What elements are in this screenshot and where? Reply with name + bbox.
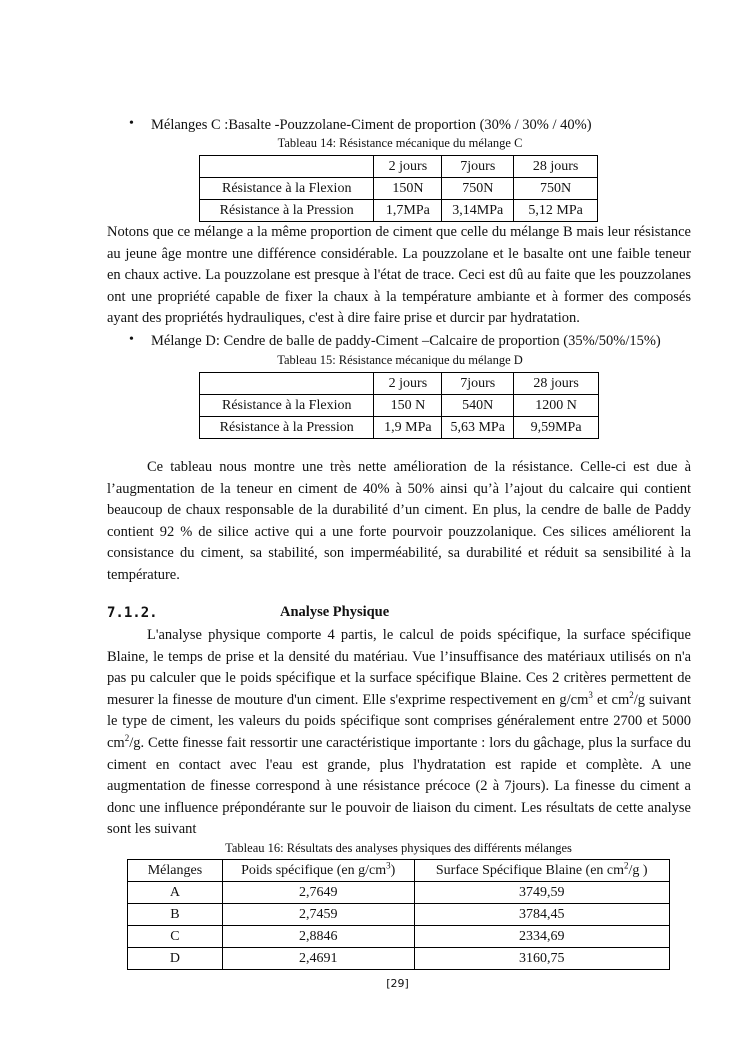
text-run: /g suivant le type de ciment, les valeurs du poids spécifique sont comprises généralement entre 2700 et 5000 cm bbox=[107, 691, 692, 751]
table-row bbox=[200, 373, 599, 395]
table-cell: 150 N bbox=[374, 395, 442, 417]
table-row bbox=[128, 904, 670, 926]
section-number: 7.1.2. bbox=[107, 605, 158, 621]
table-cell: 3,14MPa bbox=[442, 200, 514, 222]
table-cell: 1,7MPa bbox=[374, 200, 442, 222]
text-run: L'analyse physique comporte 4 partis, le calcul de poids spécifique, la surface spécifique Blaine, le temps de prise et la densité du matériau. Vue l’insuffisance des matériaux utilisés on n'a pas pu calculer que le poids spécifique et la surface spécifique Blaine. Ces 2 critères permettent de mesurer la finesse de mouture d'un ciment. Elle s'exprime respectivement en g/cm bbox=[107, 627, 691, 708]
superscript: 2 bbox=[629, 689, 634, 700]
table-cell bbox=[200, 373, 374, 395]
text-run: /g ) bbox=[628, 863, 648, 878]
table-header: 28 jours bbox=[514, 373, 599, 395]
text-run: /g. Cette finesse fait ressortir une caractéristique importante : lors du gâchage, plus la surface du ciment en contact avec l'eau est grande, plus l'hydratation est rapide et complète. A une augmentation de finesse correspond à une résistance précoce (2 à 7jours). La finesse du ciment a donc une influence prépondérante sur le pouvoir de liaison du ciment. Les résultats de cette analyse sont les suivant bbox=[107, 734, 691, 838]
bullet-melange-c: Mélanges C :Basalte -Pouzzolane-Ciment de proportion (30% / 30% / 40%) bbox=[151, 117, 592, 133]
table16-caption: Tableau 16: Résultats des analyses physiques des différents mélanges bbox=[225, 841, 572, 855]
table-cell: 1,9 MPa bbox=[374, 417, 442, 439]
table-row bbox=[200, 200, 598, 222]
table15-caption: Tableau 15: Résistance mécanique du mélange D bbox=[277, 353, 523, 367]
table-cell: 750N bbox=[442, 178, 514, 200]
table-row bbox=[200, 395, 599, 417]
table14-caption: Tableau 14: Résistance mécanique du mélange C bbox=[277, 136, 523, 150]
bullet-icon: • bbox=[129, 116, 134, 131]
table-cell: 3784,45 bbox=[414, 904, 669, 926]
paragraph-text: Ce tableau nous montre une très nette amélioration de la résistance. Celle-ci est due à l’augmentation de la teneur en ciment de 40% à 50% ainsi qu’à l’ajout du calcaire qui contient beaucoup de chaux responsable de la durabilité d’un ciment. En plus, la cendre de balle de Paddy contient 92 % de silice active qui a une forte pourvoir pouzzolanique. Ces silices améliorent la consistance du ciment, sa stabilité, son imperméabilité, sa durabilité et réduit sa sensibilité à la température. bbox=[107, 459, 691, 583]
table-cell: 5,12 MPa bbox=[514, 200, 598, 222]
table-cell: 2334,69 bbox=[414, 926, 669, 948]
table-row bbox=[128, 926, 670, 948]
table14 bbox=[199, 155, 598, 222]
table-cell: 2,8846 bbox=[222, 926, 414, 948]
page-number: [29] bbox=[386, 977, 409, 990]
table-row bbox=[128, 948, 670, 970]
text-run: Surface Spécifique Blaine (en cm bbox=[435, 863, 625, 878]
table-cell: 5,63 MPa bbox=[442, 417, 514, 439]
table-row bbox=[128, 882, 670, 904]
table-cell: B bbox=[128, 904, 223, 926]
table-cell: 150N bbox=[374, 178, 442, 200]
table-cell: 9,59MPa bbox=[514, 417, 599, 439]
row-label: Résistance à la Flexion bbox=[200, 395, 374, 417]
bullet-melange-d: Mélange D: Cendre de balle de paddy-Ciment –Calcaire de proportion (35%/50%/15%) bbox=[151, 333, 661, 349]
table-cell: 3160,75 bbox=[414, 948, 669, 970]
superscript: 3 bbox=[386, 860, 391, 871]
paragraph-text: Notons que ce mélange a la même proportion de ciment que celle du mélange B mais leur résistance au jeune âge montre une différence considérable. La pouzzolane et le basalte ont une faible teneur en chaux active. La pouzzolane est presque à l'état de trace. Ceci est dû au faite que les pouzzolanes ont une propriété capable de fixer la chaux à la température ambiante et à former des composés ayant des propriétés hydrauliques, c'est à dire faire prise et durcir par hydratation. bbox=[107, 224, 691, 327]
table-cell: 750N bbox=[514, 178, 598, 200]
paragraph-2 bbox=[107, 457, 691, 587]
table-header: 28 jours bbox=[514, 156, 598, 178]
row-label: Résistance à la Flexion bbox=[200, 178, 374, 200]
table-row bbox=[200, 156, 598, 178]
table-header bbox=[414, 860, 669, 882]
superscript: 2 bbox=[124, 733, 130, 744]
table-header: Mélanges bbox=[128, 860, 223, 882]
table15 bbox=[199, 372, 599, 439]
table-cell: 3749,59 bbox=[414, 882, 669, 904]
table-row bbox=[200, 178, 598, 200]
table-header: 2 jours bbox=[374, 156, 442, 178]
paragraph-1 bbox=[107, 222, 691, 330]
superscript: 2 bbox=[624, 860, 629, 871]
text-run: et cm bbox=[592, 691, 630, 708]
text-run: ) bbox=[390, 863, 396, 878]
paragraph-3 bbox=[107, 625, 691, 841]
table-cell: 540N bbox=[442, 395, 514, 417]
table-cell: D bbox=[128, 948, 223, 970]
table-header: 2 jours bbox=[374, 373, 442, 395]
table-cell: 2,7649 bbox=[222, 882, 414, 904]
table-cell: 2,7459 bbox=[222, 904, 414, 926]
row-label: Résistance à la Pression bbox=[200, 200, 374, 222]
table-row bbox=[128, 860, 670, 882]
text-run: Poids spécifique (en g/cm bbox=[241, 863, 387, 878]
table-header bbox=[222, 860, 414, 882]
row-label: Résistance à la Pression bbox=[200, 417, 374, 439]
table-header: 7jours bbox=[442, 156, 514, 178]
table-cell: A bbox=[128, 882, 223, 904]
table-header: 7jours bbox=[442, 373, 514, 395]
superscript: 3 bbox=[588, 689, 593, 700]
table-cell: 2,4691 bbox=[222, 948, 414, 970]
table-cell: C bbox=[128, 926, 223, 948]
section-title: Analyse Physique bbox=[280, 604, 390, 620]
table-row bbox=[200, 417, 599, 439]
bullet-icon: • bbox=[129, 332, 134, 347]
table-cell: 1200 N bbox=[514, 395, 599, 417]
table16 bbox=[127, 859, 670, 970]
table-cell bbox=[200, 156, 374, 178]
paragraph-text bbox=[107, 625, 691, 841]
